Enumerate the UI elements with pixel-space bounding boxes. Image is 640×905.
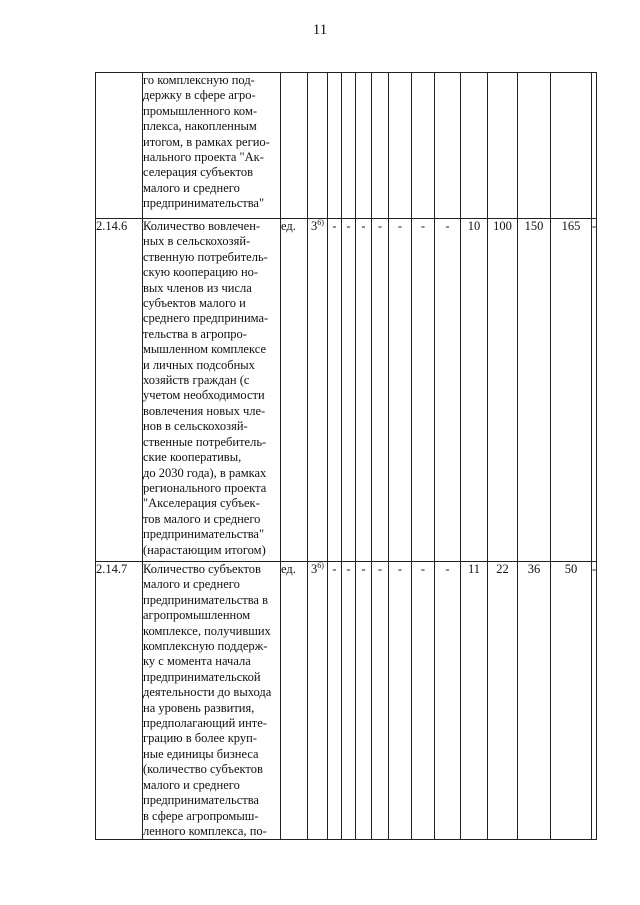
value-cell [592, 73, 597, 219]
value-cell: - [412, 562, 435, 840]
value-cell: 150 [518, 219, 551, 562]
row-number-cell: 2.14.6 [96, 219, 143, 562]
base-value-cell [308, 73, 328, 219]
indicators-table [95, 72, 597, 840]
value-cell: - [356, 219, 372, 562]
value-cell: - [372, 219, 389, 562]
value-cell: 11 [461, 562, 488, 840]
value-cell [372, 73, 389, 219]
value-cell [488, 73, 518, 219]
value-cell: 22 [488, 562, 518, 840]
value-cell: 50 [551, 562, 592, 840]
value-cell: - [328, 219, 342, 562]
base-value-cell: 3$^{6)}$ [308, 219, 328, 562]
unit-cell: ед. [281, 562, 308, 840]
value-cell [551, 73, 592, 219]
value-cell: - [389, 219, 412, 562]
unit-cell: ед. [281, 219, 308, 562]
value-cell [389, 73, 412, 219]
value-cell: - [372, 562, 389, 840]
indicator-description-cell: Количество вовлечен- ных в сельскохозяй- ственную потребитель- скую кооперацию но- вых членов из числа субъектов малого и среднего предпринима- тельства в агропро- мышленном комплексе и личных подсобных хозяйств граждан (с учетом необходимости вовлечения новых чле- нов в сельскохозяй- ственные потребитель- ские кооперативы, до 2030 года), в рамках регионального проекта "Акселерация субъек- тов малого и среднего предпринимательства" (нарастающим итогом) [143, 219, 281, 562]
table-row [96, 73, 597, 219]
table-row [96, 562, 597, 840]
value-cell: 100 [488, 219, 518, 562]
value-cell: - [328, 562, 342, 840]
value-cell [461, 73, 488, 219]
value-cell [356, 73, 372, 219]
indicator-description-cell: Количество субъектов малого и среднего предпринимательства в агропромышленном комплексе, получивших комплексную поддерж- ку с момента начала предпринимательской деятельности до выхода на уровень развития, предполагающий инте- грацию в более круп- ные единицы бизнеса (количество субъектов малого и среднего предпринимательства в сфере агропромыш- ленного комплекса, по- [143, 562, 281, 840]
value-cell: - [356, 562, 372, 840]
value-cell: 10 [461, 219, 488, 562]
value-cell: - [389, 562, 412, 840]
footnote-ref: 6) [317, 218, 324, 227]
value-cell [435, 73, 461, 219]
value-cell: - [412, 219, 435, 562]
page-number: 11 [312, 22, 328, 38]
value-cell: - [435, 562, 461, 840]
value-cell: - [342, 562, 356, 840]
value-cell: - [592, 219, 597, 562]
value-cell [412, 73, 435, 219]
indicator-description-cell: го комплексную под- держку в сфере агро- промышленного ком- плекса, накопленным итогом, в рамках регио- нального проекта "Ак- селерация субъектов малого и среднего предпринимательства" [143, 73, 281, 219]
value-cell: - [435, 219, 461, 562]
unit-cell [281, 73, 308, 219]
value-cell: 165 [551, 219, 592, 562]
value-cell: - [592, 562, 597, 840]
value-cell: 36 [518, 562, 551, 840]
value-cell [518, 73, 551, 219]
value-cell [328, 73, 342, 219]
value-cell: - [342, 219, 356, 562]
row-number-cell [96, 73, 143, 219]
row-number-cell: 2.14.7 [96, 562, 143, 840]
footnote-ref: 6) [317, 561, 324, 570]
value-cell [342, 73, 356, 219]
table-row [96, 219, 597, 562]
base-value-cell: 3$^{6)}$ [308, 562, 328, 840]
